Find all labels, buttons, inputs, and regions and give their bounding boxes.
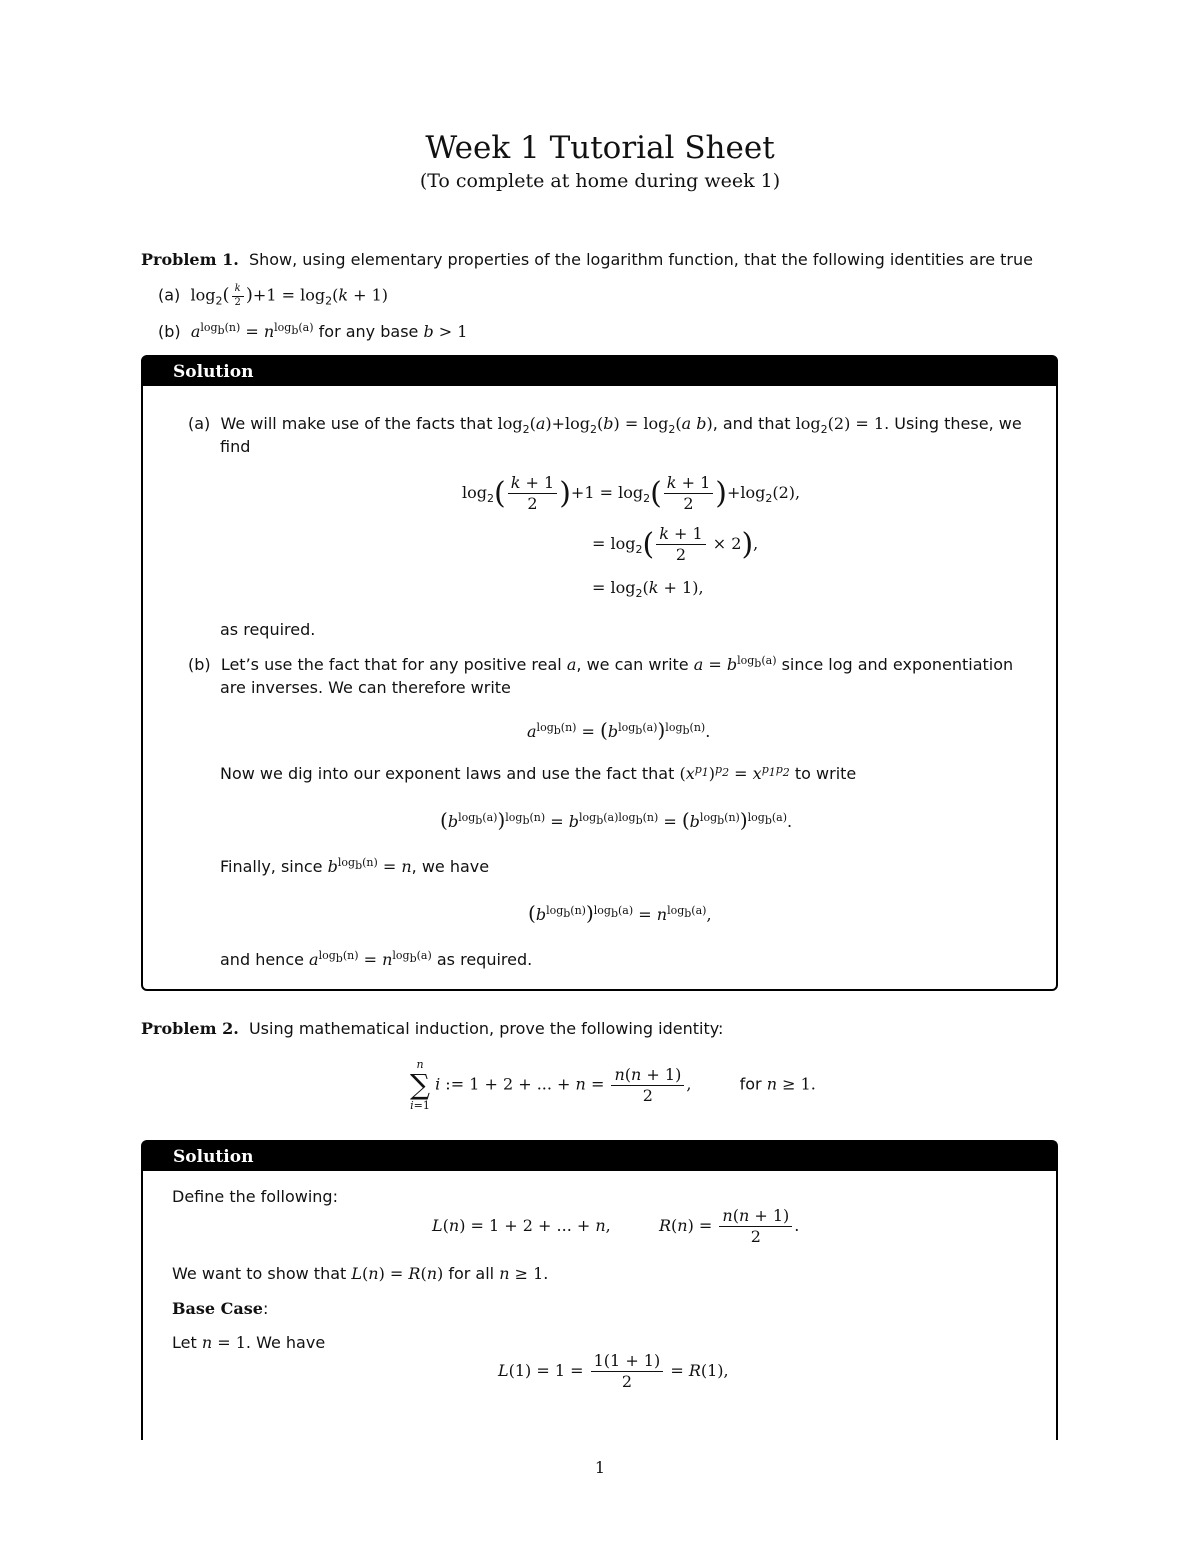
sol1-b-line3: Now we dig into our exponent laws and use the fact that $(x^{p_1})^{p_2} = x^{p_1p_2}$ to write bbox=[220, 762, 857, 783]
page-title: Week 1 Tutorial Sheet bbox=[425, 130, 775, 166]
sol1-b-eq3: $(b^{log_b(n)})^{log_b(a)} = n^{log_b(a)}$, bbox=[528, 901, 712, 925]
sol2-define: Define the following: bbox=[172, 1187, 338, 1206]
problem-1-text: Show, using elementary properties of the logarithm function, that the following identities are true bbox=[248, 250, 1033, 269]
sol2-define-eq: L(n) = 1 + 2 + ... + n, R(n) = $\frac{n(n + 1)}{2}$ . bbox=[432, 1206, 800, 1246]
page-subtitle: (To complete at home during week 1) bbox=[419, 170, 781, 192]
problem-1-item-b: (b) $a^{log_b(n)} = n^{log_b(a)}$ for any base b > 1 bbox=[158, 320, 468, 341]
problem-1-label: Problem 1. bbox=[141, 250, 239, 269]
sol2-base-case: Base Case: bbox=[172, 1299, 269, 1318]
page-number: 1 bbox=[594, 1458, 606, 1477]
sol2-base-eq: L(1) = 1 = $\frac{1(1 + 1)}{2}$ = R(1), bbox=[498, 1351, 729, 1391]
sol1-a-eq2: = $\log_2$( $\frac{k + 1}{2}$ × 2), bbox=[592, 524, 759, 564]
solution-2-box bbox=[141, 1140, 1058, 1440]
sol1-b-eq2: $(b^{log_b(a)})^{log_b(n)} = b^{log_b(a)log_b(n)} = (b^{log_b(n)})^{log_b(a)}$. bbox=[440, 808, 793, 832]
sol1-b-line5: and hence $a^{log_b(n)} = n^{log_b(a)}$ as required. bbox=[220, 948, 533, 969]
sol2-let: Let n = 1. We have bbox=[172, 1333, 326, 1352]
problem-2-statement: Problem 2. Using mathematical induction, prove the following identity: bbox=[141, 1019, 724, 1038]
problem-1-statement bbox=[141, 250, 1033, 269]
sol1-a-line1: (a) We will make use of the facts that $\log_2(a)+\log_2(b) = \log_2(a$ b), and that $\log_2(2) = 1$. Using these, we bbox=[188, 414, 1022, 437]
problem-1-item-a: (a) $\log_2$( $\frac{k}{2}$ )$+1 = \log_2(k + 1)$ bbox=[158, 283, 389, 308]
sol1-a-line2: find bbox=[220, 437, 251, 456]
sol1-a-eq1: $\log_2$( $\frac{k + 1}{2}$ )$+1 = \log_2$( $\frac{k + 1}{2}$ )$+\log_2(2)$, bbox=[462, 473, 801, 513]
sol1-a-eq3: = $\log_2(k + 1)$, bbox=[592, 578, 704, 601]
sol1-b-eq1: $a^{log_b(n)} = (b^{log_b(a)})^{log_b(n)}$. bbox=[527, 718, 711, 742]
solution-1-header: Solution bbox=[143, 357, 1056, 386]
sol1-b-line2: are inverses. We can therefore write bbox=[220, 678, 511, 697]
sol1-b-line1: (b) Let’s use the fact that for any positive real a, we can write $a = b^{log_b(a)}$ since log and exponentiation bbox=[188, 653, 1014, 674]
sol1-a-end: as required. bbox=[220, 620, 316, 639]
sol2-want: We want to show that L(n) = R(n) for all n ≥ 1. bbox=[172, 1264, 549, 1283]
problem-2-label: Problem 2. bbox=[141, 1019, 239, 1038]
sol1-b-line4: Finally, since $b^{log_b(n)} = n$, we have bbox=[220, 855, 490, 876]
problem-2-identity: n ∑ i=1 i := 1 + 2 + ... + n = $\frac{n(n + 1)}{2}$ , for n ≥ 1. bbox=[410, 1058, 816, 1112]
solution-2-header: Solution bbox=[143, 1142, 1056, 1171]
